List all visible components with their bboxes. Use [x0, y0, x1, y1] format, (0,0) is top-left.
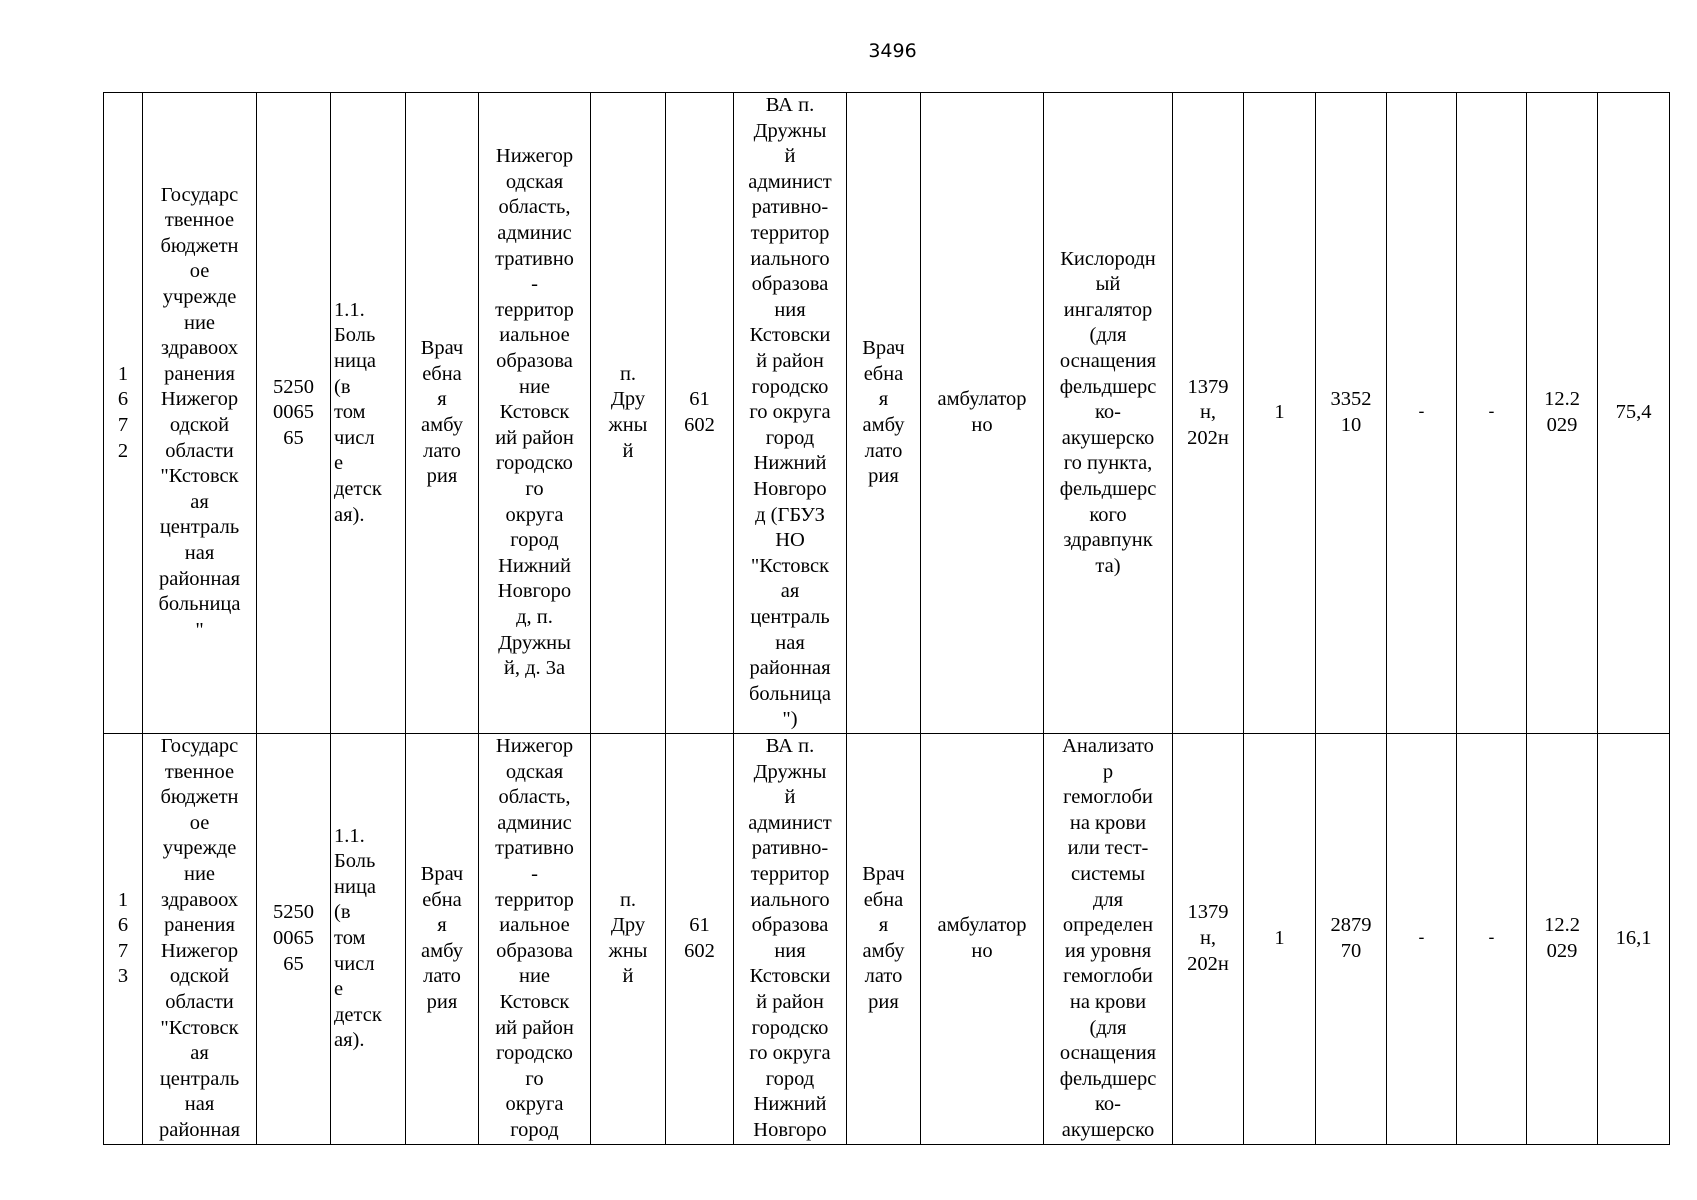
address-cell: Нижегор одская область, админис тративно - территор иальное образова ние Кстовск ий район городско го округа город: [479, 734, 591, 1145]
date-cell: 12.2 029: [1527, 93, 1598, 734]
price-cell: 2879 70: [1316, 734, 1387, 1145]
equipment-cell: Анализато р гемоглоби на крови или тест- системы для определен ия уровня гемоглоби на крови (для оснащения фельдшерс ко- акушерско: [1044, 734, 1173, 1145]
subdivision-cell: ВА п. Дружны й админист ративно- территор иального образова ния Кстовски й район городско го округа город Нижний Новгоро д (ГБУЗ НО "Кстовск ая централь ная районная больница "): [734, 93, 847, 734]
facility-type-cell: 1.1. Боль ница (в том числ е детск ая).: [331, 93, 406, 734]
code-cell: 5250 0065 65: [257, 734, 331, 1145]
dash-cell: -: [1387, 734, 1457, 1145]
quantity-cell: 1: [1244, 93, 1316, 734]
code-cell: 5250 0065 65: [257, 93, 331, 734]
quantity-cell: 1: [1244, 734, 1316, 1145]
table-row: [104, 734, 1670, 1145]
row-number-cell: 1 6 7 2: [104, 93, 143, 734]
unit-cell: Врач ебна я амбу лато рия: [406, 93, 479, 734]
subdivision-cell: ВА п. Дружны й админист ративно- территор иального образова ния Кстовски й район городско го округа город Нижний Новгоро: [734, 734, 847, 1145]
date-cell: 12.2 029: [1527, 734, 1598, 1145]
unit2-cell: Врач ебна я амбу лато рия: [847, 93, 921, 734]
order-cell: 1379 н, 202н: [1173, 734, 1244, 1145]
locality-cell: п. Дру жны й: [591, 734, 666, 1145]
dash-cell: -: [1457, 93, 1527, 734]
oktmo-cell: 61 602: [666, 93, 734, 734]
address-cell: Нижегор одская область, админис тративно - территор иальное образова ние Кстовск ий район городско го округа город Нижний Новгоро д, п. Дружны й, д. 3а: [479, 93, 591, 734]
conditions-cell: амбулатор но: [921, 734, 1044, 1145]
table-row: [104, 93, 1670, 734]
order-cell: 1379 н, 202н: [1173, 93, 1244, 734]
conditions-cell: амбулатор но: [921, 93, 1044, 734]
organization-cell: Государс твенное бюджетн ое учрежде ние здравоох ранения Нижегор одской области "Кстовск ая централь ная районная больница ": [143, 93, 257, 734]
dash-cell: -: [1457, 734, 1527, 1145]
oktmo-cell: 61 602: [666, 734, 734, 1145]
page-number: 3496: [868, 40, 917, 62]
unit-cell: Врач ебна я амбу лато рия: [406, 734, 479, 1145]
facility-type-cell: 1.1. Боль ница (в том числ е детск ая).: [331, 734, 406, 1145]
percent-cell: 75,4: [1598, 93, 1670, 734]
unit2-cell: Врач ебна я амбу лато рия: [847, 734, 921, 1145]
organization-cell: Государс твенное бюджетн ое учрежде ние здравоох ранения Нижегор одской области "Кстовск ая централь ная районная: [143, 734, 257, 1145]
row-number-cell: 1 6 7 3: [104, 734, 143, 1145]
dash-cell: -: [1387, 93, 1457, 734]
locality-cell: п. Дру жны й: [591, 93, 666, 734]
price-cell: 3352 10: [1316, 93, 1387, 734]
document-table: [103, 92, 1670, 1145]
equipment-cell: Кислородн ый ингалятор (для оснащения фельдшерс ко- акушерско го пункта, фельдшерс кого здравпунк та): [1044, 93, 1173, 734]
percent-cell: 16,1: [1598, 734, 1670, 1145]
